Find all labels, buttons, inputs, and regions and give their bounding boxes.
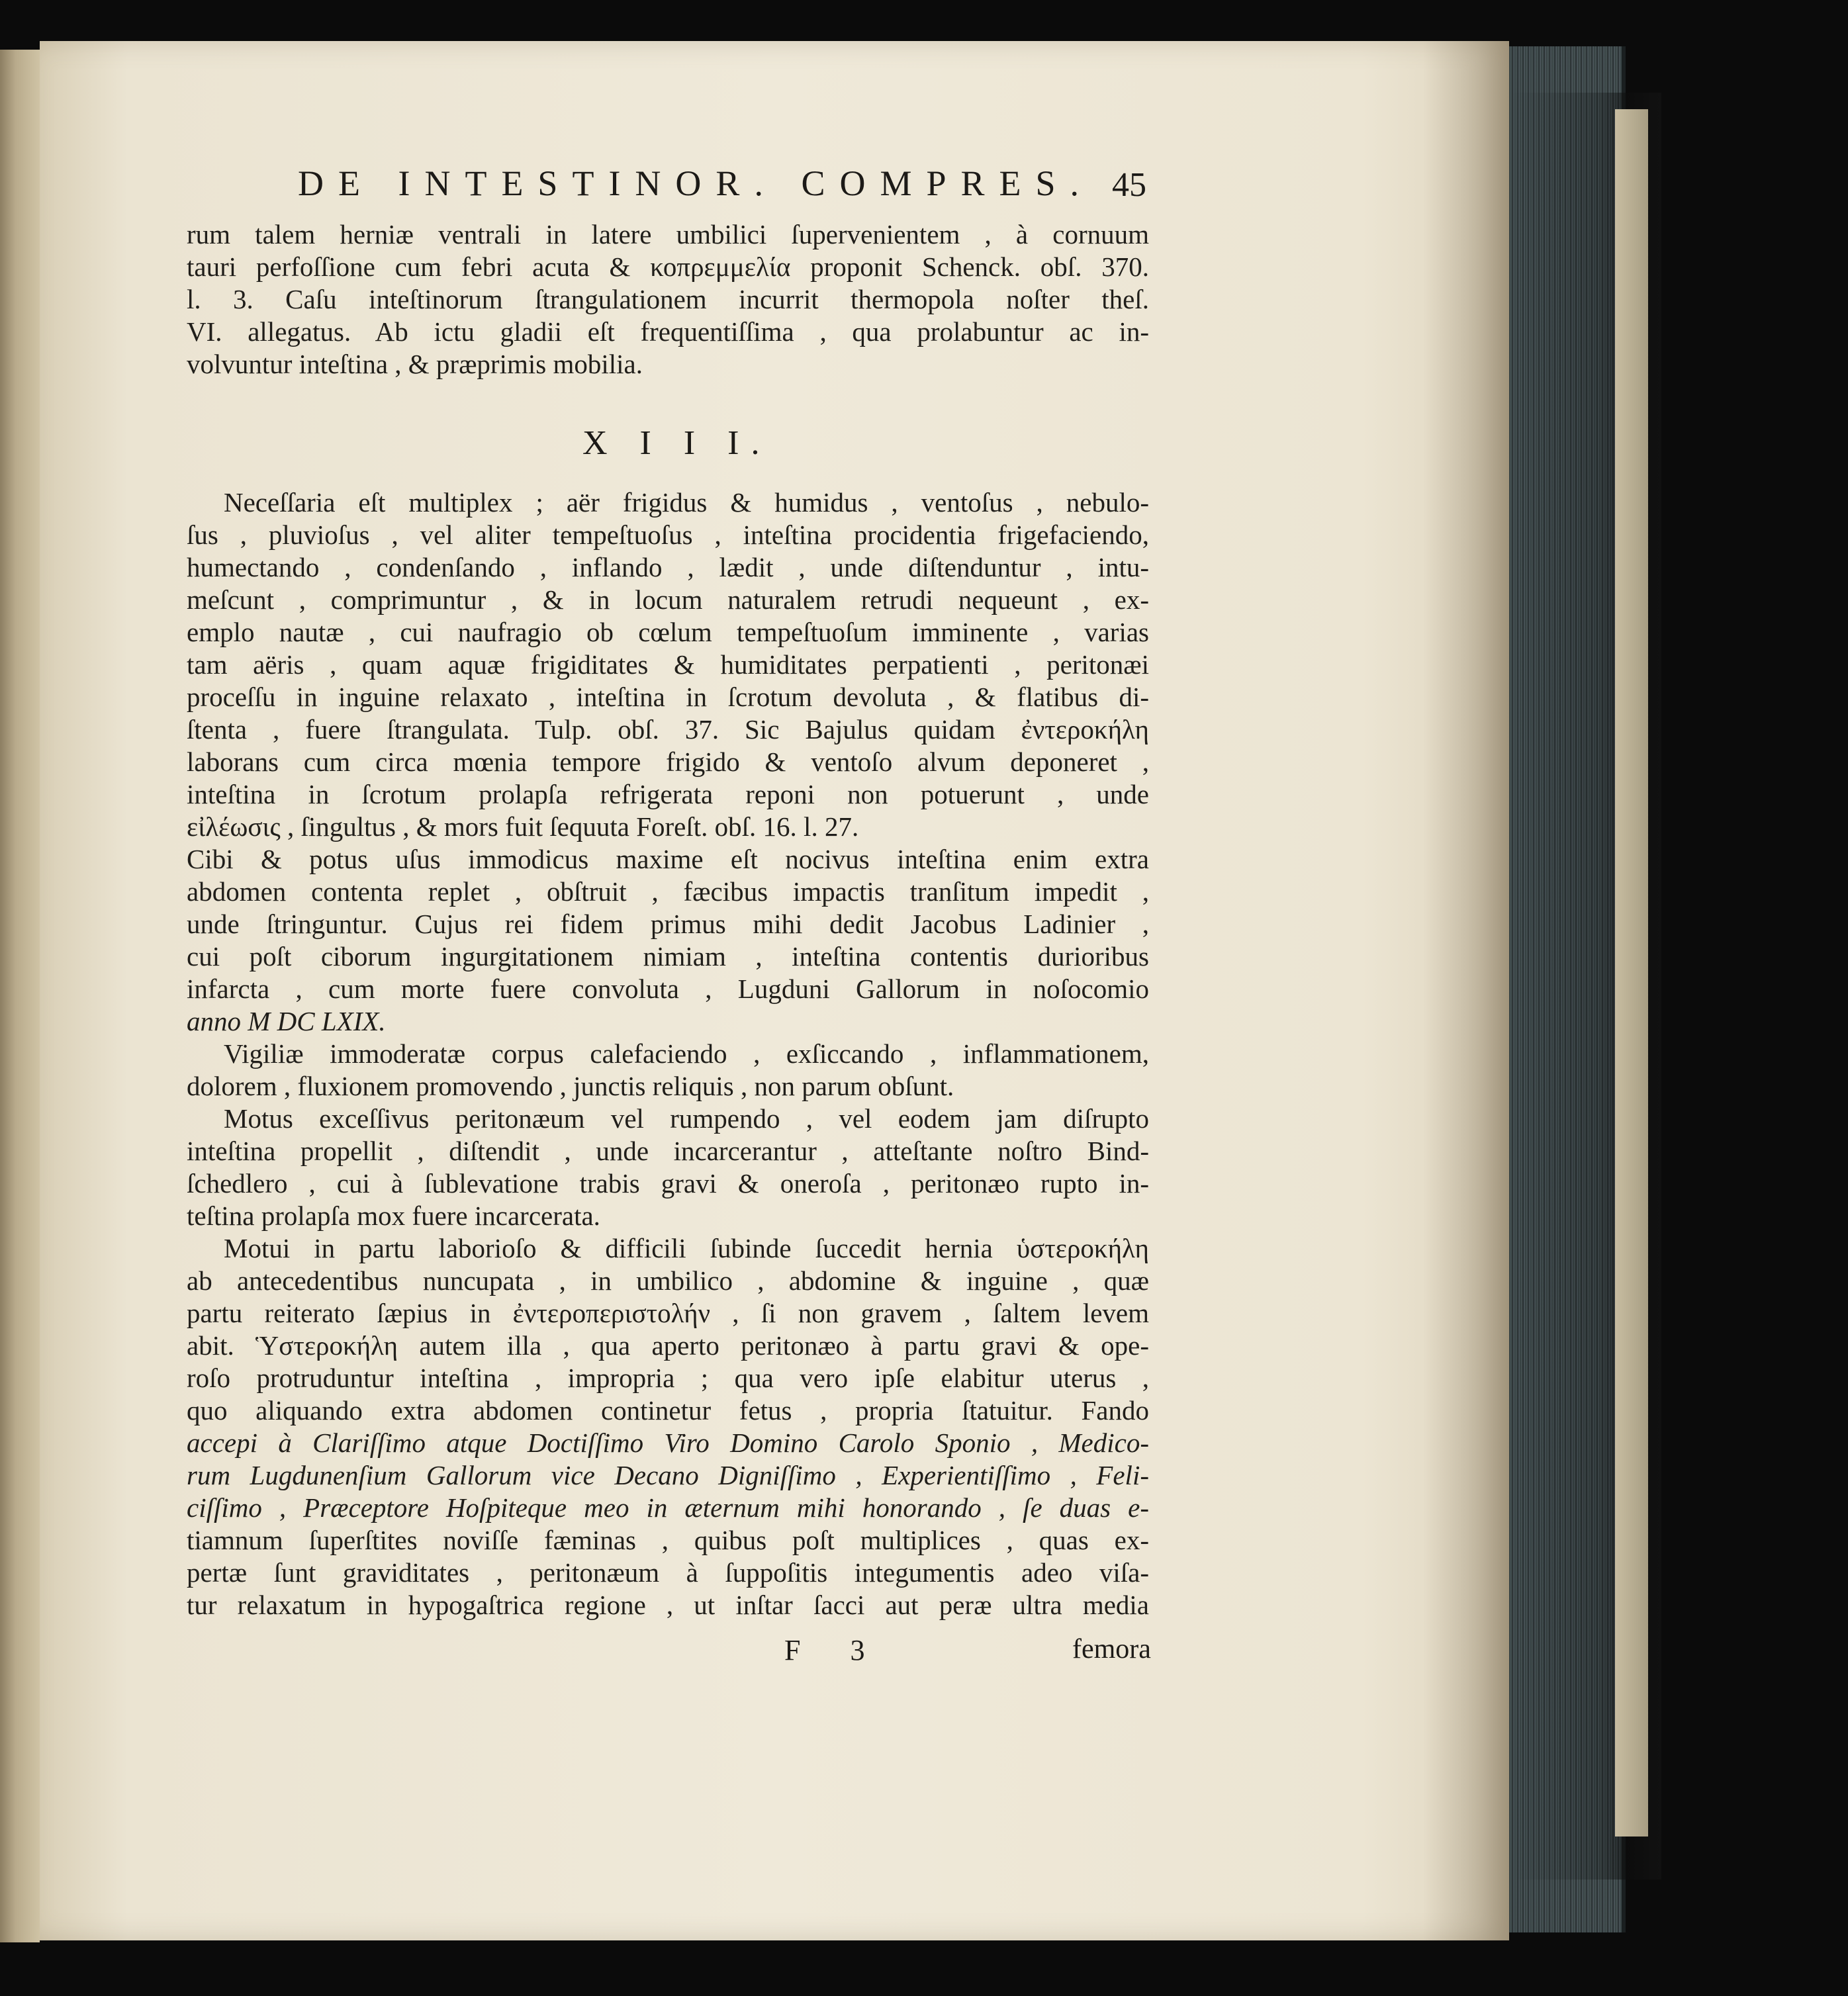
text-line: εἰλέωσις , ſingultus , & mors fuit ſequuta Foreſt. obſ. 16. l. 27. (187, 811, 859, 842)
text-line: dolorem , fluxionem promovendo , junctis reliquis , non parum obſunt. (187, 1071, 954, 1101)
section-heading: X I I I. (582, 424, 772, 462)
text-line: ſtenta , fuere ſtrangulata. Tulp. obſ. 37. Sic Bajulus quidam ἐντεροκήλη (187, 714, 1149, 745)
text-line: rum Lugdunenſium Gallorum vice Decano Digniſſimo , Experientiſſimo , Feli- (187, 1460, 1149, 1490)
catchword: femora (1072, 1634, 1151, 1664)
text-line: unde ſtringuntur. Cujus rei fidem primus mihi dedit Jacobus Ladinier , (187, 909, 1149, 939)
page-number: 45 (1112, 166, 1146, 204)
text-line: Motus exceſſivus peritonæum vel rumpendo , vel eodem jam diſrupto (224, 1103, 1149, 1134)
text-line: humectando , condenſando , inflando , lædit , unde diſtenduntur , intu- (187, 552, 1149, 582)
text-line: Cibi & potus uſus immodicus maxime eſt nocivus inteſtina enim extra (187, 844, 1149, 874)
text-line: Neceſſaria eſt multiplex ; aër frigidus & humidus , ventoſus , nebulo- (224, 487, 1149, 518)
paragraph-3 (187, 843, 1149, 1038)
text-line: l. 3. Caſu inteſtinorum ſtrangulationem incurrit thermopola noſter theſ. (187, 284, 1149, 314)
paragraph-2 (187, 486, 1149, 843)
text-line: infarcta , cum morte fuere convoluta , Lugduni Gallorum in noſocomio (187, 974, 1149, 1004)
text-line: abit. Ὑστεροκήλη autem illa , qua aperto peritonæo à partu gravi & ope- (187, 1330, 1149, 1361)
text-line: cui poſt ciborum ingurgitationem nimiam , inteſtina contentis durioribus (187, 941, 1149, 972)
text-line: ſchedlero , cui à ſublevatione trabis gravi & oneroſa , peritonæo rupto in- (187, 1168, 1149, 1199)
text-line: VI. allegatus. Ab ictu gladii eſt frequentiſſima , qua prolabuntur ac in- (187, 316, 1149, 347)
text-line: Vigiliæ immoderatæ corpus calefaciendo , exſiccando , inflammationem, (224, 1038, 1149, 1069)
text-line: proceſſu in inguine relaxato , inteſtina in ſcrotum devoluta , & flatibus di- (187, 682, 1149, 712)
text-line: tam aëris , quam aquæ frigiditates & humiditates perpatienti , peritonæi (187, 649, 1149, 680)
text-line: rum talem herniæ ventrali in latere umbilici ſupervenientem , à cornuum (187, 219, 1149, 250)
page-shadow (1423, 41, 1509, 1940)
paragraph-1 (187, 218, 1149, 381)
running-head: DE INTESTINOR. COMPRES. (298, 163, 1094, 203)
paragraph-5 (187, 1103, 1149, 1232)
signature-mark: F 3 (784, 1634, 886, 1666)
text-line: accepi à Clariſſimo atque Doctiſſimo Viro Domino Carolo Sponio , Medico- (187, 1428, 1149, 1458)
text-line: inteſtina propellit , diſtendit , unde incarcerantur , atteſtante noſtro Bind- (187, 1136, 1149, 1166)
text-line: pertæ ſunt graviditates , peritonæum à ſuppoſitis integumentis adeo viſa- (187, 1557, 1149, 1588)
text-line: meſcunt , comprimuntur , & in locum naturalem retrudi nequeunt , ex- (187, 584, 1149, 615)
text-line: partu reiterato ſæpius in ἐντεροπεριστολήν , ſi non gravem , ſaltem levem (187, 1298, 1149, 1328)
text-line: volvuntur inteſtina , & præprimis mobilia. (187, 349, 643, 379)
text-line: laborans cum circa mœnia tempore frigido & ventoſo alvum deponeret , (187, 747, 1149, 777)
left-page-edge (0, 50, 40, 1942)
text-line: ab antecedentibus nuncupata , in umbilico , abdomine & inguine , quæ (187, 1265, 1149, 1296)
text-line: roſo protruduntur inteſtina , impropria ; qua vero ipſe elabitur uterus , (187, 1363, 1149, 1393)
text-line: teſtina prolapſa mox fuere incarcerata. (187, 1201, 600, 1231)
book-cover-edge (1615, 109, 1648, 1837)
text-line: quo aliquando extra abdomen continetur fetus , propria ſtatuitur. Fando (187, 1395, 1149, 1426)
text-line: ciſſimo , Præceptore Hoſpiteque meo in æternum mihi honorando , ſe duas e- (187, 1492, 1149, 1523)
paragraph-6 (187, 1232, 1149, 1621)
paragraph-4 (187, 1038, 1149, 1103)
text-line: emplo nautæ , cui naufragio ob cœlum tempeſtuoſum imminente , varias (187, 617, 1149, 647)
text-line: tauri perfoſſione cum febri acuta & κοπρεμμελία proponit Schenck. obſ. 370. (187, 251, 1149, 282)
text-line: inteſtina in ſcrotum prolapſa refrigerata reponi non potuerunt , unde (187, 779, 1149, 809)
text-line: Motui in partu laborioſo & difficili ſubinde ſuccedit hernia ὑστεροκήλη (224, 1233, 1149, 1263)
text-line: tur relaxatum in hypogaſtrica regione , ut inſtar ſacci aut peræ ultra media (187, 1590, 1149, 1620)
text-line: abdomen contenta replet , obſtruit , fæcibus impactis tranſitum impedit , (187, 876, 1149, 907)
text-line: anno M DC LXIX. (187, 1006, 386, 1036)
text-line: tiamnum ſuperſtites noviſſe fæminas , quibus poſt multiplices , quas ex- (187, 1525, 1149, 1555)
text-line: ſus , pluvioſus , vel aliter tempeſtuoſus , inteſtina procidentia frigefaciendo, (187, 520, 1149, 550)
